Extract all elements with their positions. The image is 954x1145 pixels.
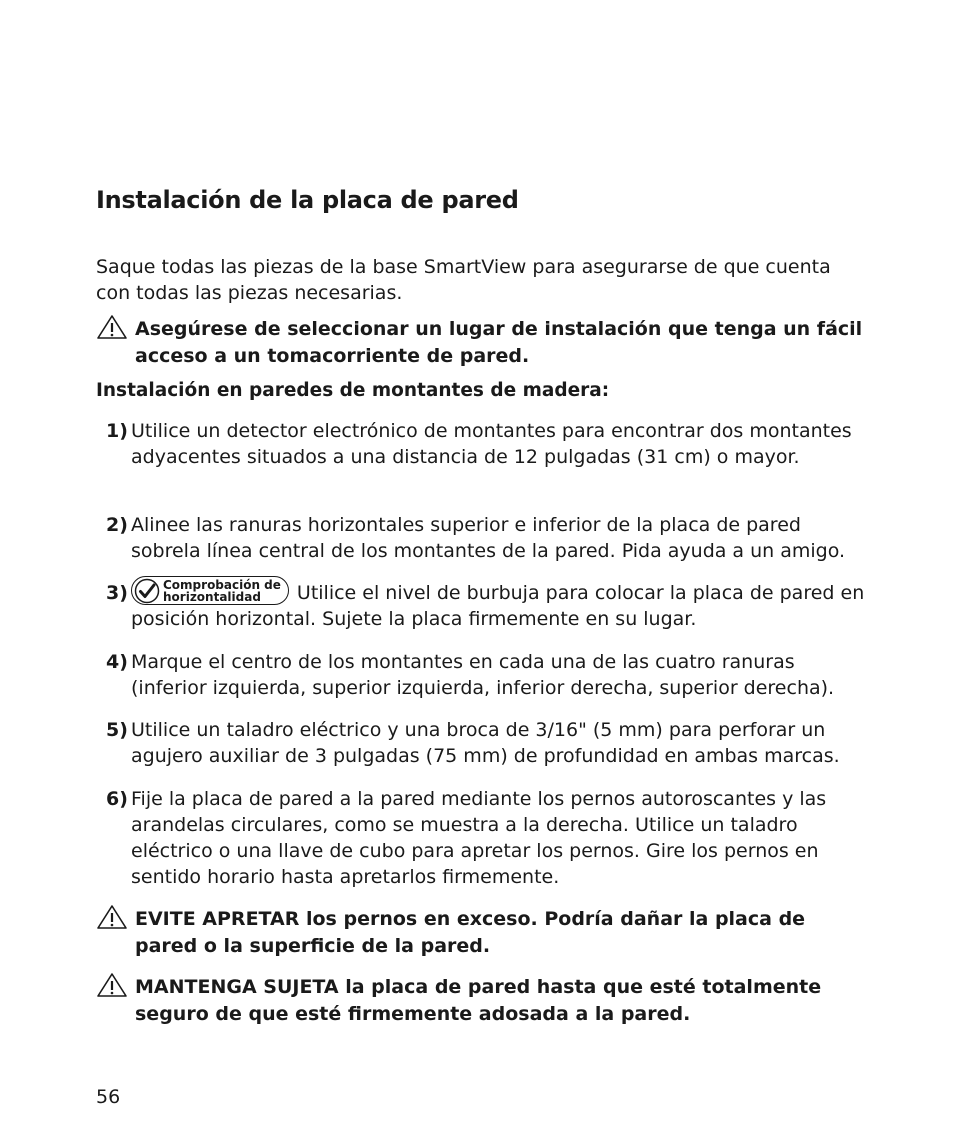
warning-text: EVITE APRETAR los pernos en exceso. Podría dañar la placa de pared o la superficie de la pared.: [135, 908, 806, 957]
badge-label-line2: horizontalidad: [163, 589, 261, 604]
page-number: 56: [96, 1086, 121, 1108]
step-number: 4): [106, 651, 128, 673]
list-item: [106, 717, 866, 769]
step-number: 3): [106, 582, 128, 604]
list-item: [106, 512, 866, 564]
warning-triangle-icon: [96, 314, 128, 340]
step-text: Fije la placa de pared a la pared mediante los pernos autoroscantes y las arandelas circulares, como se muestra a la derecha. Utilice un taladro eléctrico o una llave de cubo para apretar los pernos. Gire los pernos en sentido horario hasta apretarlos firmemente.: [131, 788, 827, 888]
checkmark-circle-icon: [134, 578, 160, 604]
warning-outlet-access: [96, 316, 866, 370]
warning-overtighten: [96, 906, 866, 960]
step-text: Utilice un detector electrónico de montantes para encontrar dos montantes adyacentes situados a una distancia de 12 pulgadas (31 cm) o mayor.: [131, 420, 852, 468]
badge-label-line1: Comprobación de: [163, 577, 281, 592]
step-number: 5): [106, 719, 128, 741]
warning-hold-plate: [96, 974, 866, 1028]
step-number: 1): [106, 420, 128, 442]
step-text: Utilice el nivel de burbuja para colocar la placa de pared en posición horizontal. Sujete la placa firmemente en su lugar.: [131, 582, 865, 630]
warning-triangle-icon: [96, 972, 128, 998]
warning-text: MANTENGA SUJETA la placa de pared hasta que esté totalmente seguro de que esté firmemente adosada a la pared.: [135, 976, 822, 1025]
intro-paragraph: Saque todas las piezas de la base SmartView para asegurarse de que cuenta con todas las piezas necesarias.: [96, 256, 831, 304]
list-item: [106, 649, 866, 701]
step-number: 2): [106, 514, 128, 536]
warning-triangle-icon: [96, 904, 128, 930]
list-item: [106, 786, 866, 890]
step-text: Utilice un taladro eléctrico y una broca de 3/16" (5 mm) para perforar un agujero auxiliar de 3 pulgadas (75 mm) de profundidad en ambas marcas.: [131, 719, 840, 767]
level-check-badge: [131, 576, 289, 605]
subheading-wood-studs: Instalación en paredes de montantes de madera:: [96, 380, 610, 401]
page-title: Instalación de la placa de pared: [96, 186, 519, 214]
warning-text: Asegúrese de seleccionar un lugar de instalación que tenga un fácil acceso a un tomacorriente de pared.: [135, 318, 863, 367]
list-item: [106, 577, 866, 632]
step-text: Alinee las ranuras horizontales superior e inferior de la placa de pared sobrela línea central de los montantes de la pared. Pida ayuda a un amigo.: [131, 514, 846, 562]
list-item: [106, 418, 866, 470]
step-text: Marque el centro de los montantes en cada una de las cuatro ranuras (inferior izquierda, superior izquierda, inferior derecha, superior derecha).: [131, 651, 835, 699]
step-number: 6): [106, 788, 128, 810]
